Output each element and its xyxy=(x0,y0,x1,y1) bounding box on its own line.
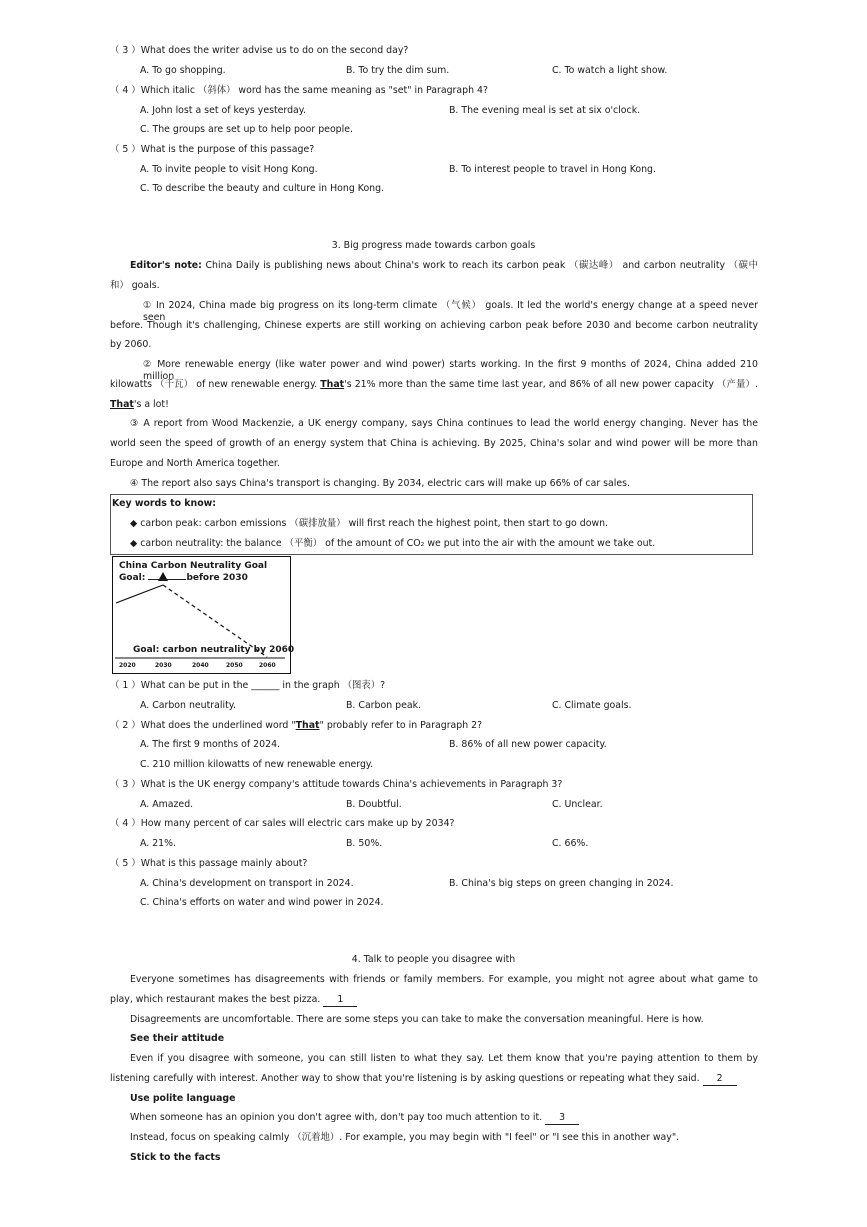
year-label: 2030 xyxy=(155,662,172,669)
question-text: （ 5 ）What is the purpose of this passage? xyxy=(110,144,315,155)
paragraph: ③ A report from Wood Mackenzie, a UK energy company, says China continues to lead the world energy changing. Never has the xyxy=(130,418,758,429)
option-b[interactable]: B. The evening meal is set at six o'clock. xyxy=(449,105,641,116)
option-c[interactable]: C. To watch a light show. xyxy=(552,65,668,76)
key-word-item: ◆ carbon neutrality: the balance （平衡） of the amount of CO₂ we put into the air with the amount we take out. xyxy=(130,538,656,549)
option-c[interactable]: C. 66%. xyxy=(552,838,589,849)
option-b[interactable]: B. To interest people to travel in Hong Kong. xyxy=(449,164,656,175)
section-title: 3. Big progress made towards carbon goals xyxy=(331,240,536,251)
option-a[interactable]: A. To go shopping. xyxy=(140,65,226,76)
graph-goal-top: Goal: before 2030 xyxy=(119,573,248,583)
section-title: 4. Talk to people you disagree with xyxy=(351,954,516,965)
key-words-title: Key words to know: xyxy=(112,498,217,509)
question-text: （ 5 ）What is this passage mainly about? xyxy=(110,858,308,869)
blank-3[interactable]: 3 xyxy=(545,1112,579,1125)
option-b[interactable]: B. 86% of all new power capacity. xyxy=(449,739,607,750)
option-a[interactable]: A. 21%. xyxy=(140,838,177,849)
option-c[interactable]: C. The groups are set up to help poor people. xyxy=(140,124,353,135)
year-label: 2060 xyxy=(259,662,276,669)
option-a[interactable]: A. The first 9 months of 2024. xyxy=(140,739,281,750)
option-c[interactable]: C. To describe the beauty and culture in Hong Kong. xyxy=(140,183,385,194)
question-text: （ 3 ）What is the UK energy company's attitude towards China's achievements in Paragraph 3? xyxy=(110,779,563,790)
blank-1[interactable]: 1 xyxy=(323,994,357,1007)
option-c[interactable]: C. Unclear. xyxy=(552,799,603,810)
option-b[interactable]: B. Carbon peak. xyxy=(346,700,422,711)
option-a[interactable]: A. To invite people to visit Hong Kong. xyxy=(140,164,318,175)
paragraph: listening carefully with interest. Another way to show that you're listening is by asking questions or repeating what they said. 2 xyxy=(110,1073,737,1086)
option-a[interactable]: A. Amazed. xyxy=(140,799,194,810)
blank-2[interactable]: 2 xyxy=(703,1073,737,1086)
paragraph: world seen the speed of growth of an energy system that China is achieving. By 2025, China's solar and wind power will be more than xyxy=(110,438,758,449)
paragraph: That's a lot! xyxy=(110,399,169,410)
graph-title: China Carbon Neutrality Goal xyxy=(119,561,268,571)
question-text: （ 4 ）How many percent of car sales will electric cars make up by 2034? xyxy=(110,818,455,829)
sub-heading: Stick to the facts xyxy=(130,1152,221,1163)
paragraph: Everyone sometimes has disagreements with friends or family members. For example, you might not agree about what game to xyxy=(130,974,758,985)
option-b[interactable]: B. China's big steps on green changing in 2024. xyxy=(449,878,674,889)
paragraph: Disagreements are uncomfortable. There are some steps you can take to make the conversation meaningful. Here is how. xyxy=(130,1014,704,1025)
editor-note-cont: 和） goals. xyxy=(110,280,160,291)
paragraph: Even if you disagree with someone, you can still listen to what they say. Let them know that you're paying attention to them by xyxy=(130,1053,758,1064)
graph-goal-bottom: Goal: carbon neutrality by 2060 xyxy=(133,645,295,655)
option-c[interactable]: C. 210 million kilowatts of new renewable energy. xyxy=(140,759,374,770)
option-a[interactable]: A. China's development on transport in 2024. xyxy=(140,878,354,889)
option-b[interactable]: B. To try the dim sum. xyxy=(346,65,450,76)
question-text: （ 4 ）Which italic （斜体） word has the same meaning as "set" in Paragraph 4? xyxy=(110,85,488,96)
paragraph: by 2060. xyxy=(110,339,152,350)
paragraph: before. Though it's challenging, Chinese experts are still working on achieving carbon peak before 2030 and become carbon neutrality xyxy=(110,320,758,331)
paragraph: Instead, focus on speaking calmly （沉着地）. For example, you may begin with "I feel" or "I see this in another way". xyxy=(130,1132,680,1143)
option-b[interactable]: B. Doubtful. xyxy=(346,799,402,810)
year-label: 2040 xyxy=(192,662,209,669)
paragraph: kilowatts （千瓦） of new renewable energy. That's 21% more than the same time last year, and 86% of all new power capacity （产量）. xyxy=(110,379,758,390)
paragraph: ② More renewable energy (like water power and wind power) starts working. In the first 9 months of 2024, China added 210 million xyxy=(143,359,758,382)
year-label: 2050 xyxy=(226,662,243,669)
option-c[interactable]: C. Climate goals. xyxy=(552,700,632,711)
paragraph: ④ The report also says China's transport is changing. By 2034, electric cars will make up 66% of car sales. xyxy=(130,478,631,489)
sub-heading: See their attitude xyxy=(130,1033,225,1044)
paragraph: When someone has an opinion you don't agree with, don't pay too much attention to it. 3 xyxy=(130,1112,579,1125)
option-b[interactable]: B. 50%. xyxy=(346,838,383,849)
year-label: 2020 xyxy=(119,662,136,669)
sub-heading: Use polite language xyxy=(130,1093,236,1104)
question-text: （ 2 ）What does the underlined word "That" probably refer to in Paragraph 2? xyxy=(110,720,483,731)
paragraph: ① In 2024, China made big progress on its long-term climate （气候） goals. It led the world's energy change at a speed never seen xyxy=(143,300,758,323)
question-text: （ 1 ）What can be put in the ______ in the graph （图表）? xyxy=(110,680,386,691)
paragraph: Europe and North America together. xyxy=(110,458,280,469)
key-word-item: ◆ carbon peak: carbon emissions （碳排放量） will first reach the highest point, then start to go down. xyxy=(130,518,609,529)
paragraph: play, which restaurant makes the best pizza. 1 xyxy=(110,994,357,1007)
option-c[interactable]: C. China's efforts on water and wind power in 2024. xyxy=(140,897,384,908)
editor-note: Editor's note: China Daily is publishing news about China's work to reach its carbon peak （碳达峰） and carbon neutrality （碳中 xyxy=(130,260,759,271)
carbon-goal-graph xyxy=(112,556,295,674)
peak-rise-line xyxy=(116,585,163,603)
question-text: （ 3 ）What does the writer advise us to do on the second day? xyxy=(110,45,409,56)
option-a[interactable]: A. Carbon neutrality. xyxy=(140,700,236,711)
option-a[interactable]: A. John lost a set of keys yesterday. xyxy=(140,105,306,116)
